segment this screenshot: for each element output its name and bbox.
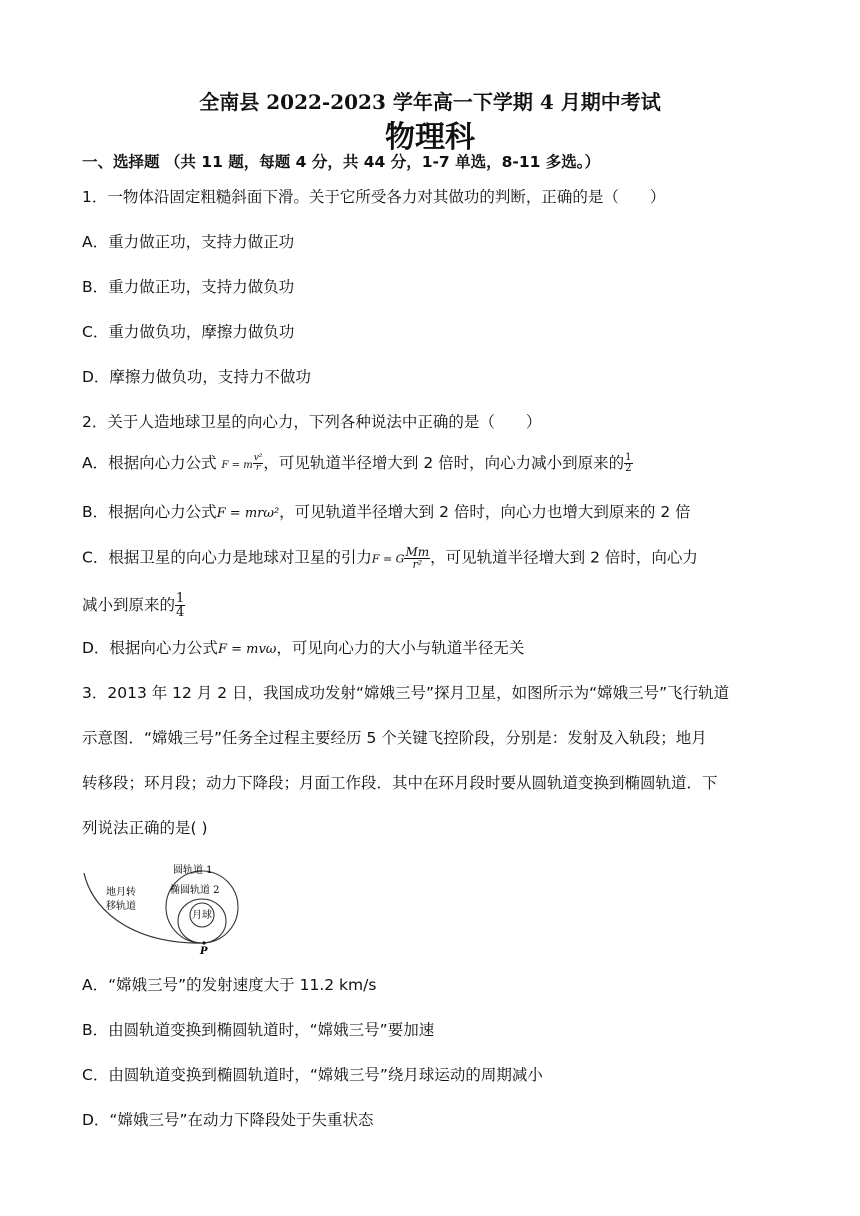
q3-stem-line-4: 列说法正确的是( ) — [82, 819, 208, 837]
q2-a-formula-fraction — [253, 454, 264, 473]
q2-d-suffix: ，可见向心力的大小与轨道半径无关 — [276, 639, 525, 657]
q2-c-ratio-num: 1 — [176, 591, 185, 606]
q3-stem-line-1: 3．2013 年 12 月 2 日，我国成功发射“嫦娥三号”探月卫星，如图所示为“嫦娥三号”飞行轨道 — [82, 684, 730, 702]
q2-c-formula-fraction — [404, 546, 430, 570]
q1-option-b: B．重力做正功，支持力做负功 — [82, 278, 295, 296]
exam-title: 全南县 2022-2023 学年高一下学期 4 月期中考试 — [199, 90, 661, 114]
q2-a-formula-num: v² — [253, 453, 263, 463]
q2-a-formula-den: r — [255, 463, 261, 473]
q1-option-d: D．摩擦力做负功，支持力不做功 — [82, 368, 311, 386]
label-orbit-2: 椭圆轨道 2 — [170, 885, 220, 896]
q2-stem: 2．关于人造地球卫星的向心力，下列各种说法中正确的是（ ） — [82, 413, 542, 431]
q2-c-formula-lhs: F = G — [371, 552, 405, 566]
transfer-orbit — [84, 873, 204, 943]
point-p — [202, 941, 205, 944]
q3-stem-line-2: 示意图．“嫦娥三号”任务全过程主要经历 5 个关键飞控阶段，分别是：发射及入轨段；地月 — [82, 729, 707, 747]
q2-option-c — [82, 546, 698, 571]
q3-option-a: A．“嫦娥三号”的发射速度大于 11.2 km/s — [82, 976, 377, 994]
label-transfer-2: 移轨道 — [106, 901, 136, 912]
q2-c-line2: 减小到原来的 — [82, 596, 176, 614]
orbit-diagram — [82, 855, 242, 955]
q2-a-ratio — [624, 453, 632, 474]
label-transfer-1: 地月转 — [106, 887, 136, 898]
q2-a-ratio-num: 1 — [625, 452, 632, 463]
q1-option-c: C．重力做负功，摩擦力做负功 — [82, 323, 295, 341]
q2-option-a — [82, 452, 633, 477]
q2-c-ratio — [175, 592, 185, 619]
section-heading: 一、选择题 （共 11 题，每题 4 分，共 44 分，1-7 单选，8-11 多选。） — [82, 153, 601, 171]
q2-c-suffix: ，可见轨道半径增大到 2 倍时，向心力 — [430, 548, 698, 567]
q1-option-a: A．重力做正功，支持力做正功 — [82, 233, 295, 251]
q2-b-suffix: ，可见轨道半径增大到 2 倍时，向心力也增大到原来的 2 倍 — [279, 503, 691, 521]
q2-c-ratio-den: 4 — [176, 605, 185, 620]
q2-option-b — [82, 501, 691, 525]
subject-title: 物理科 — [385, 120, 475, 155]
q3-option-d: D．“嫦娥三号”在动力下降段处于失重状态 — [82, 1111, 374, 1129]
q2-b-formula: F = mrω² — [216, 506, 280, 521]
q2-option-d — [82, 637, 524, 661]
q2-a-formula-lhs: F = m — [221, 460, 253, 471]
label-orbit-1: 圆轨道 1 — [173, 865, 213, 876]
q2-option-c-continued — [82, 592, 185, 619]
q2-b-prefix: B．根据向心力公式 — [82, 503, 217, 521]
q2-d-formula: F = mvω — [217, 642, 277, 657]
q2-c-formula-num: Mm — [405, 545, 430, 559]
elliptical-orbit-2 — [178, 899, 226, 943]
circular-orbit-1 — [166, 871, 238, 943]
q3-stem-line-3: 转移段；环月段；动力下降段；月面工作段．其中在环月段时要从圆轨道变换到椭圆轨道．下 — [82, 774, 718, 792]
q1-stem: 1．一物体沿固定粗糙斜面下滑。关于它所受各力对其做功的判断，正确的是（ ） — [82, 188, 666, 206]
q3-option-b: B．由圆轨道变换到椭圆轨道时，“嫦娥三号”要加速 — [82, 1021, 435, 1039]
q2-a-prefix: A．根据向心力公式 — [82, 454, 217, 472]
q2-c-formula-den: r² — [412, 558, 423, 571]
q2-d-prefix: D．根据向心力公式 — [82, 639, 218, 657]
q2-c-prefix: C．根据卫星的向心力是地球对卫星的引力 — [82, 548, 372, 567]
q3-option-c: C．由圆轨道变换到椭圆轨道时，“嫦娥三号”绕月球运动的周期减小 — [82, 1066, 543, 1084]
q2-a-suffix: ，可见轨道半径增大到 2 倍时，向心力减小到原来的 — [263, 454, 625, 472]
label-p: P — [200, 946, 208, 955]
q2-a-ratio-den: 2 — [625, 463, 632, 474]
label-moon: 月球 — [192, 910, 212, 921]
